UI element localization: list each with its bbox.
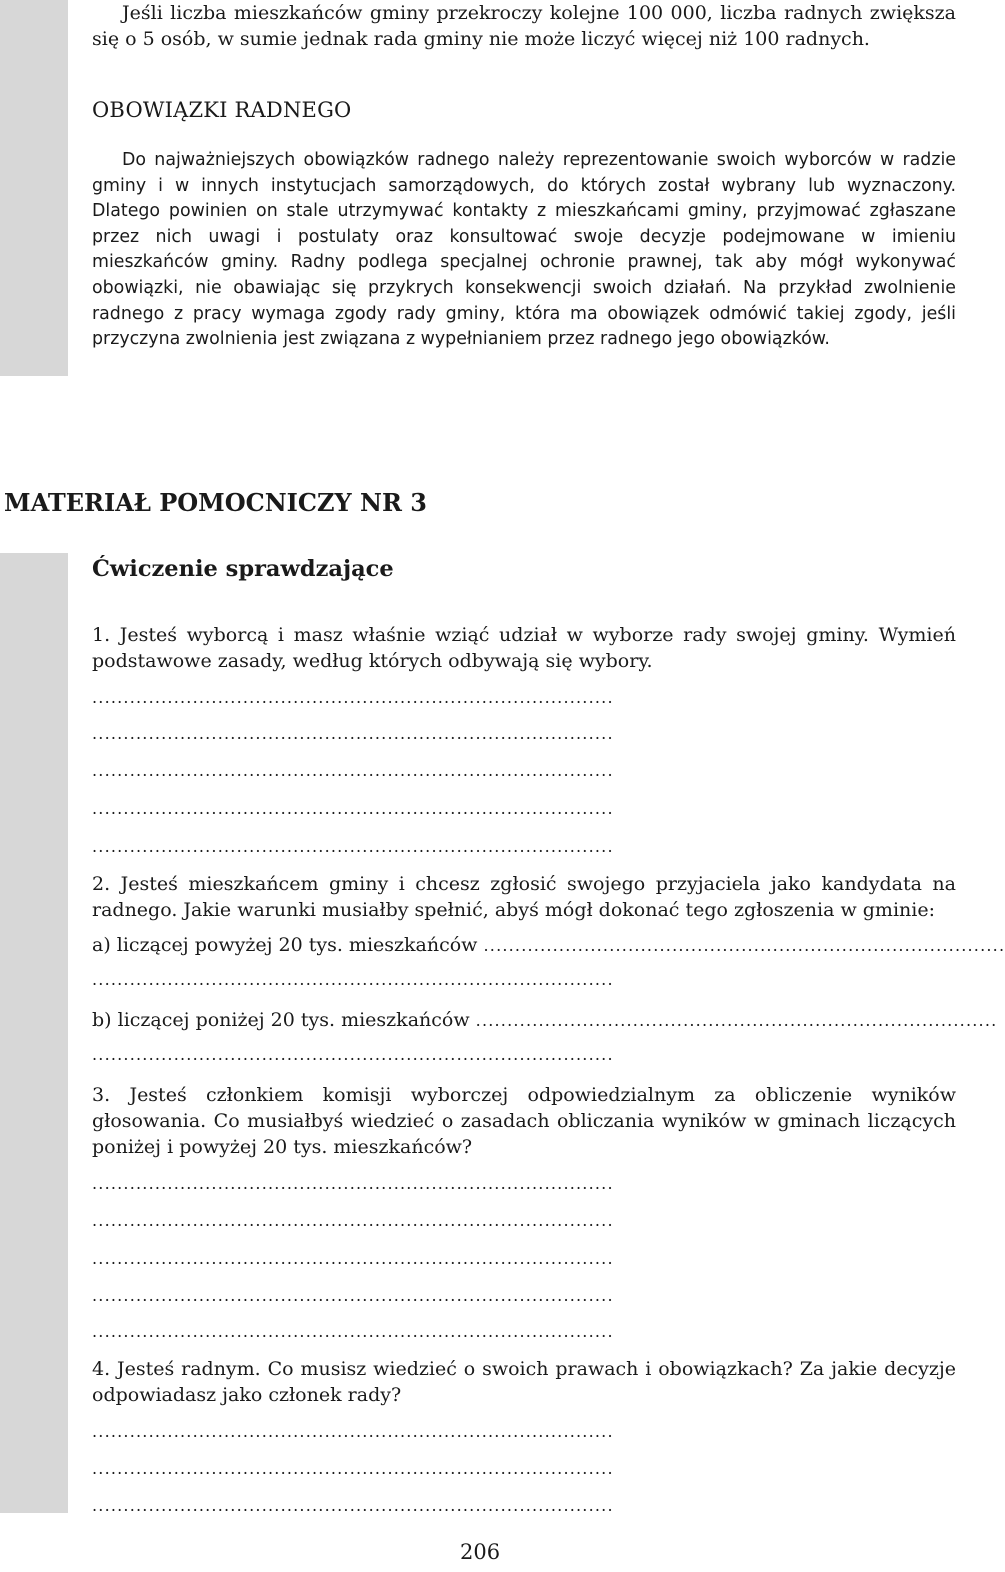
question-3-text: 3. Jesteś członkiem komisji wyborczej odpowiedzialnym za obliczenie wyników głosowania. Co musiałbyś wiedzieć o zasadach obliczania wyników w gminach liczących poniżej i powyżej 20 tys. mieszkańców? (92, 1084, 956, 1158)
answer-line[interactable]: ................................................................................... (92, 761, 614, 780)
answer-line[interactable]: ................................................................................... (92, 970, 614, 989)
exercise-title: Ćwiczenie sprawdzające (92, 556, 394, 582)
answer-line[interactable]: ................................................................................... (92, 1322, 614, 1341)
answer-line[interactable]: ................................................................................... (475, 1011, 998, 1030)
question-2a-text: a) liczącej powyżej 20 tys. mieszkańców (92, 934, 478, 956)
question-2b (92, 1009, 998, 1031)
answer-line[interactable]: ................................................................................... (92, 1045, 614, 1064)
answer-line[interactable]: ................................................................................... (92, 724, 614, 743)
answer-line[interactable]: ................................................................................... (483, 936, 1005, 955)
answer-line[interactable]: ................................................................................... (92, 1496, 614, 1515)
duties-text: Do najważniejszych obowiązków radnego należy reprezentowanie swoich wyborców w radzie gminy i w innych instytucjach samorządowych, do których został wybrany lub wyznaczony. Dlatego powinien on stale utrzymywać kontakty z mieszkańcami gminy, przyjmować zgłaszane przez nich uwagi i postulaty oraz konsultować swoje decyzje podejmowane w imieniu mieszkańców gminy. Radny podlega specjalnej ochronie prawnej, tak aby mógł wykonywać obowiązki, nie obawiając się przykrych konsekwencji swoich działań. Na przykład zwolnienie radnego z pracy wymaga zgody rady gminy, która ma obowiązek odmówić takiej zgody, jeśli przyczyna zwolnienia jest związana z wypełnianiem przez radnego jego obowiązków. (92, 150, 956, 350)
margin-bar-bottom (0, 553, 68, 1513)
page-number: 206 (460, 1540, 501, 1564)
answer-line[interactable]: ................................................................................... (92, 688, 614, 707)
question-2-text: 2. Jesteś mieszkańcem gminy i chcesz zgłosić swojego przyjaciela jako kandydata na radnego. Jakie warunki musiałby spełnić, abyś mógł dokonać tego zgłoszenia w gminie: (92, 873, 956, 921)
question-4 (92, 1356, 956, 1408)
duties-paragraph (92, 148, 956, 353)
question-2a (92, 934, 1005, 956)
answer-line[interactable]: ................................................................................... (92, 1211, 614, 1230)
answer-line[interactable]: ................................................................................... (92, 1249, 614, 1268)
answer-line[interactable]: ................................................................................... (92, 1459, 614, 1478)
answer-line[interactable]: ................................................................................... (92, 1422, 614, 1441)
question-1-text: 1. Jesteś wyborcą i masz właśnie wziąć udział w wyborze rady swojej gminy. Wymień podstawowe zasady, według których odbywają się wybory. (92, 624, 956, 672)
question-3 (92, 1082, 956, 1160)
question-4-text: 4. Jesteś radnym. Co musisz wiedzieć o swoich prawach i obowiązkach? Za jakie decyzje odpowiadasz jako członek rady? (92, 1358, 956, 1406)
margin-bar-top (0, 0, 68, 376)
question-1 (92, 622, 956, 674)
question-2 (92, 871, 956, 923)
duties-heading: OBOWIĄZKI RADNEGO (92, 98, 352, 122)
material-heading: MATERIAŁ POMOCNICZY NR 3 (4, 488, 427, 517)
answer-line[interactable]: ................................................................................... (92, 799, 614, 818)
intro-text: Jeśli liczba mieszkańców gminy przekroczy kolejne 100 000, liczba radnych zwiększa się o 5 osób, w sumie jednak rada gminy nie może liczyć więcej niż 100 radnych. (92, 2, 956, 50)
question-2b-text: b) liczącej poniżej 20 tys. mieszkańców (92, 1009, 470, 1031)
intro-paragraph (92, 0, 956, 52)
answer-line[interactable]: ................................................................................... (92, 837, 614, 856)
answer-line[interactable]: ................................................................................... (92, 1174, 614, 1193)
answer-line[interactable]: ................................................................................... (92, 1286, 614, 1305)
